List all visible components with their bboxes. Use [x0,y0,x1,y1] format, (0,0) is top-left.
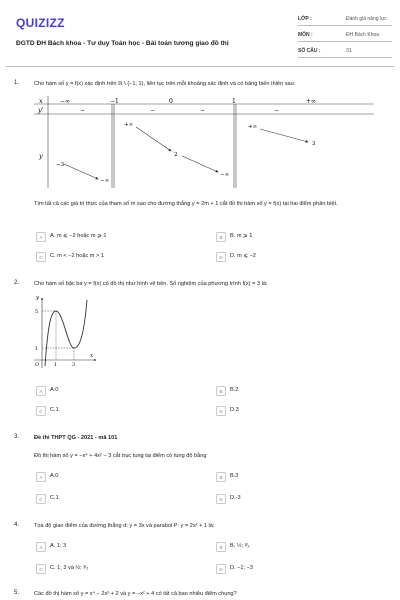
option-text: A. 1; 3 [50,543,67,549]
divider [298,25,392,26]
meta-value: 31 [346,48,352,54]
option-text: A.0 [50,473,59,479]
question-text: Các đồ thị hàm số y = x⁴ − 2x² + 2 và y = −x² + 4 có tất cả bao nhiêu điểm chung? [34,591,237,597]
option-letter: D [216,252,226,262]
meta-label: SỐ CÂU : [298,48,321,54]
option-text: B.3 [230,473,239,479]
worksheet-title: ĐGTD ĐH Bách khoa - Tư duy Toán học - Bài toán tương giao đồ thị [16,40,229,47]
question-text: Cho hàm số bậc ba y = f(x) có đồ thị như hình vẽ bên. Số nghiệm của phương trình f(x) = 3 là: [34,281,268,287]
x-value: 1 [232,98,236,105]
divider [298,57,392,58]
x-value: 0 [169,98,173,105]
meta-label: LỚP : [298,16,312,22]
option-text: C. m < −2 hoặc m > 1 [50,253,104,259]
option-letter: B [216,472,226,482]
option-text: D. −1; −3 [230,565,254,571]
question-text: Cho hàm số y = f(x) xác định trên ℝ \ {−1; 1}, liên tục trên mỗi khoảng xác định và có bảng biến thiên sau: [34,81,296,87]
graph-tick: 1 [54,362,58,368]
graph-y-label: y [36,295,40,301]
option-text: D. m ⩽ −2 [230,253,256,259]
y-value: 2 [174,152,178,158]
question-heading: Đề thi THPT QG - 2021 - mã 101 [34,435,118,441]
graph-tick: 5 [35,309,39,315]
question-text: Tìm tất cả các giá trị thực của tham số m sao cho đường thẳng y = 2m + 1 cắt đồ thị hàm số y = f(x) tại hai điểm phân biệt. [34,201,338,207]
option-text: A. m ⩽ −2 hoặc m ⩾ 1 [50,233,107,239]
cubic-graph [30,294,102,372]
graph-tick: 1 [35,346,39,352]
y-value: −∞ [220,172,230,178]
y-row-label: y [39,152,43,160]
x-value: −1 [110,98,119,105]
option-letter: C [36,564,46,574]
divider [298,41,392,42]
option-text: C. 1; 3 và ½; ³⁄₂ [50,565,89,571]
option-letter: D [216,564,226,574]
option-text: D.-3 [230,495,241,501]
question-number: 3. [14,434,20,440]
option-letter: C [36,252,46,262]
decrease-arrow [136,127,171,151]
question-number: 1. [14,80,20,86]
option-text: B. ½; ³⁄₂ [230,543,250,549]
meta-label: MÔN : [298,32,313,38]
option-letter: B [216,232,226,242]
option-letter: D [216,494,226,504]
sign-value: − [150,107,156,114]
decrease-arrow [182,156,218,172]
option-letter: B [216,386,226,396]
option-text: C.1 [50,495,59,501]
option-letter: A [36,232,46,242]
y-value: 3 [312,141,316,147]
y-value: −3 [56,162,65,168]
option-text: D.3 [230,407,239,413]
graph-tick: 3 [72,362,76,368]
y-value: −∞ [100,178,110,184]
question-number: 2. [14,280,20,286]
x-value: −∞ [60,98,71,105]
option-letter: B [216,542,226,552]
graph-x-label: x [90,353,94,359]
y-value: +∞ [124,122,134,128]
option-letter: C [36,406,46,416]
question-number: 4. [14,522,20,528]
option-text: A.0 [50,387,59,393]
y-value: +∞ [248,124,258,130]
question-text: Tọa độ giao điểm của đường thẳng d: y = 3x và parabol P: y = 2x² + 1 là: [34,523,215,529]
sign-value: − [80,107,86,114]
option-text: C.1 [50,407,59,413]
option-letter: D [216,406,226,416]
meta-value: ĐH Bách Khoa [346,32,380,38]
x-value: +∞ [306,98,317,105]
option-letter: A [36,386,46,396]
variation-table [34,96,374,188]
option-text: B.2 [230,387,239,393]
sign-value: − [274,107,280,114]
graph-origin: O [35,362,40,368]
quizizz-logo: QUIZIZZ [16,16,65,30]
x-row-label: x [39,97,43,105]
cubic-curve [45,300,87,366]
option-letter: A [36,472,46,482]
option-letter: A [36,542,46,552]
sign-value: − [200,107,206,114]
header-divider [6,66,394,67]
option-letter: C [36,494,46,504]
yprime-row-label: y' [38,106,44,114]
question-number: 5. [14,590,20,596]
meta-value: Đánh giá năng lực [346,16,387,22]
decrease-arrow [64,164,98,179]
option-text: B. m ⩾ 1 [230,233,253,239]
question-text: Đồ thị hàm số y = −x⁴ + 4x² − 3 cắt trục tung tại điểm có tung độ bằng [34,453,207,459]
decrease-arrow [260,129,308,142]
worksheet-header [10,8,390,68]
